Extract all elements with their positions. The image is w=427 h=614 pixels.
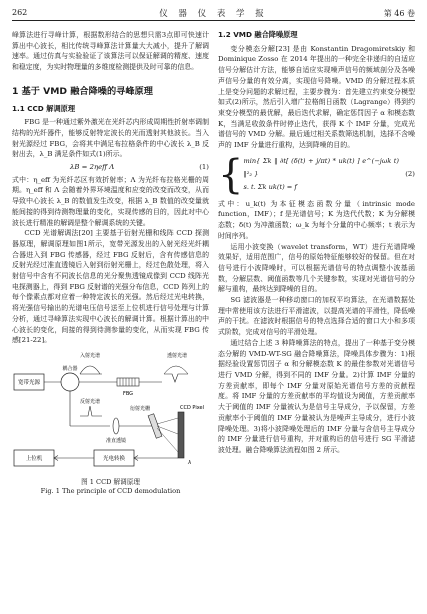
page-number: 262 [12, 8, 28, 17]
incident-curve [80, 366, 100, 374]
ccd-demodulation-diagram [12, 352, 209, 474]
equation-1 [12, 162, 209, 173]
coupler-label: 耦合器 [62, 365, 78, 372]
paragraph-sg: SG 滤波器是一种移动窗口的加权平均算法，在光谱数据处理中常使用该方法进行平滑滤波，以提高光谱的平滑性，降低噪声的干扰。在滤波时根据信号的特点选择合适的窗口大小和多项式阶数，完成对信号的平滑处理。 [218, 296, 415, 337]
equation-2-line-1: min{ Σk ‖ ∂t[ (δ(t) + j/πt) * uk(t) ] e^(−jωk t) ‖²₂ } [243, 157, 399, 179]
figure-1 [12, 352, 209, 496]
section-heading-1: 1 基于 VMD 融合降噪的寻峰原理 [12, 85, 153, 97]
ccd-array [178, 412, 184, 458]
journal-title: 仪 器 仪 表 学 报 [159, 9, 268, 19]
collimator-lens [113, 418, 119, 434]
fbg-shape [117, 378, 139, 386]
lambda-axis-label: λ [188, 459, 192, 466]
subsection-heading-1-1: 1.1 CCD 解调原理 [12, 103, 76, 113]
paragraph-wavelet: 运用小波变换（wavelet transform，WT）进行光谱降噪效果好，适用范围广，信号的原始特征能够较好的保留。但在对信号进行小波降噪时，可以根据光谱信号的特点调整小波基函数，分解层数、阈值函数等几个关键参数，实现对光谱信号的分解与重构，最终达到降噪的目的。 [218, 242, 415, 294]
coupler-shape [61, 373, 79, 391]
paragraph-fusion: 通过结合上述 3 种降噪算法的特点，提出了一种基于变分模态分解的 VMD-WT-SG 融合降噪算法，降噪具体步骤为：1)根据经验设置惩罚因子 α 和分解模态数 K 的最佳参数对光谱信号进行 VMD 分解，得到不同的 IMF 分量。2)计算 IMF 分量的方差贡献率，即每个 IMF 分量对原始光谱信号方差的贡献程度。将 IMF 分量的方差贡献率的平均值设为阈值，方差贡献率大于阈值的 IMF 分量被认为是信号主导成分，予以保留，方差贡献率小于阈值的 IMF 分量被认为是噪声主导成分，进行小波降噪处理。3)将小波降噪处理后的 IMF 分量与含信号主导成分的 IMF 分量进行信号重构，并对重构后的信号进行 SG 平滑滤波处理。融合降噪算法流程如图 2 所示。 [218, 338, 415, 454]
paragraph-eq1-explain: 式中：η_eff 为光纤芯区有效折射率；Λ 为光纤布拉格光栅的周期。η_eff 和 Λ 会随着外界环境温度和应变的改变而改变，从而导致中心波长 λ_B 的数值发生改变，根据 λ_B 数值的改变量就能间接的得到待测物理量的变化，实现传感的目的，因此对中心波长进行精准的解调是整个解调系统的关键。 [12, 175, 209, 227]
equation-1-body: λB = 2ηeff Λ [70, 163, 115, 172]
convert-label: 光电转换 [102, 455, 126, 462]
transmit-label: 透射光谱 [166, 352, 188, 359]
incident-label: 入射光谱 [79, 352, 101, 359]
equation-2-line-2: s. t. Σk uk(t) = f [243, 183, 297, 192]
figure-1-caption-cn: 图 1 CCD 解调原理 [81, 477, 140, 486]
grating-label: 衍射光栅 [129, 405, 151, 412]
equation-2 [218, 151, 415, 198]
reflect-curve [80, 406, 102, 416]
reflect-label: 反射光谱 [79, 398, 101, 405]
paragraph-fbg: FBG 是一种通过紫外激光在光纤芯内形成周期性折射率调制结构的光纤器件，能够反射特定波长的光而透射其他波长。当入射光源经过 FBG，会将其中满足布拉格条件的中心波长 λ_B 反射出去，λ_B 满足条件如式(1)所示。 [12, 118, 209, 159]
paragraph-eq2-explain: 式中：u_k(t) 为本征模态函数分量（intrinsic mode function，IMF）；f 是光谱信号；K 为迭代代数；K 为分解模态数；δ(t) 为冲激函数；ω_k 为每个分量的中心频率；t 表示为时间序列。 [218, 199, 415, 240]
page-header [12, 6, 415, 21]
paragraph-vmd: 变分模态分解[23] 是由 Konstantin Dragomiretskiy 和 Dominique Zosso 在 2014 年提出的一种完全非递归的自适应信号分解估计方法，能够自适应实现噪声信号的频域剖分及各噪声信号分量的有效分离，实现信号降噪。VMD 的分解过程本质上是变分问题的求解过程，主要步骤为：首先建立约束变分模型如式(2)所示，然后引入增广拉格朗日函数（Lagrange）得到约束变分模型的最优解，最后迭代求解，确定惩罚因子 α 和模态数 K，当满足收敛条件时停止迭代，获得 K 个 IMF 分量，完成光谱信号的 VMD 分解。最后通过相关系数筛选机制，选择不含噪声的 IMF 分量进行重构，达到降噪的目的。 [218, 44, 415, 150]
dispersed-ray [157, 418, 178, 424]
left-column [12, 30, 209, 498]
right-column [218, 30, 415, 456]
figure-1-caption-en: Fig. 1 The principle of CCD demodulation [40, 486, 181, 495]
transmit-envelope [164, 366, 188, 374]
ccd-label: CCD Pixel [180, 404, 204, 411]
paragraph-ccd: CCD 光谱解调法[20] 主要基于衍射光栅和线阵 CCD 探测器原理，解调原理如图1所示，宽带光源发出的入射光经光纤耦合器进入到 FBG 传感器，经过 FBG 反射后，含有传感信息的反射光经过准直透镜后入射到衍射光栅上，经过色散处理，将入射信号中含有不同波长信息的光分聚焦透镜成像到 CCD 线阵光电探测器上，得到 FBG 反射谱的光强分布信息，CCD 阵列上的每个像素点都对应着一种特定波长的光强。然后经过光电转换，将光强信号输出的光谱电压信号送至上位机进行信号处理与计算分析，通过寻峰算法实现中心波长的解调计算。根据计算出的中心波长的变化，间接的得到待测参量的变化，从而实现 FBG 传感[21-22]。 [12, 229, 209, 345]
transmit-curve [164, 374, 188, 382]
subsection-heading-1-2: 1.2 VMD 融合降噪原理 [218, 30, 298, 39]
collimator-label: 准直透镜 [105, 437, 127, 444]
equation-1-number: (1) [199, 163, 209, 172]
equation-2-brace: { [218, 151, 244, 198]
dispersed-ray [157, 428, 178, 452]
intro-paragraph: 峰算法进行寻峰计算，根据数形结合的思想只需3点即可快速计算出中心波长，相比传统寻峰算法计算量大大减小，提升了解调速率。通过仿真与实验验证了该算法可以保证解调的精度、速度和稳定度，为实时物理量的多维度检测提供及时可靠的信息。 [12, 31, 209, 72]
volume-label: 第 46 卷 [383, 9, 415, 18]
fbg-label: FBG [122, 390, 134, 397]
equation-2-number: (2) [405, 170, 415, 179]
pc-label: 上位机 [25, 455, 43, 462]
source-label: 宽带光源 [17, 379, 41, 386]
